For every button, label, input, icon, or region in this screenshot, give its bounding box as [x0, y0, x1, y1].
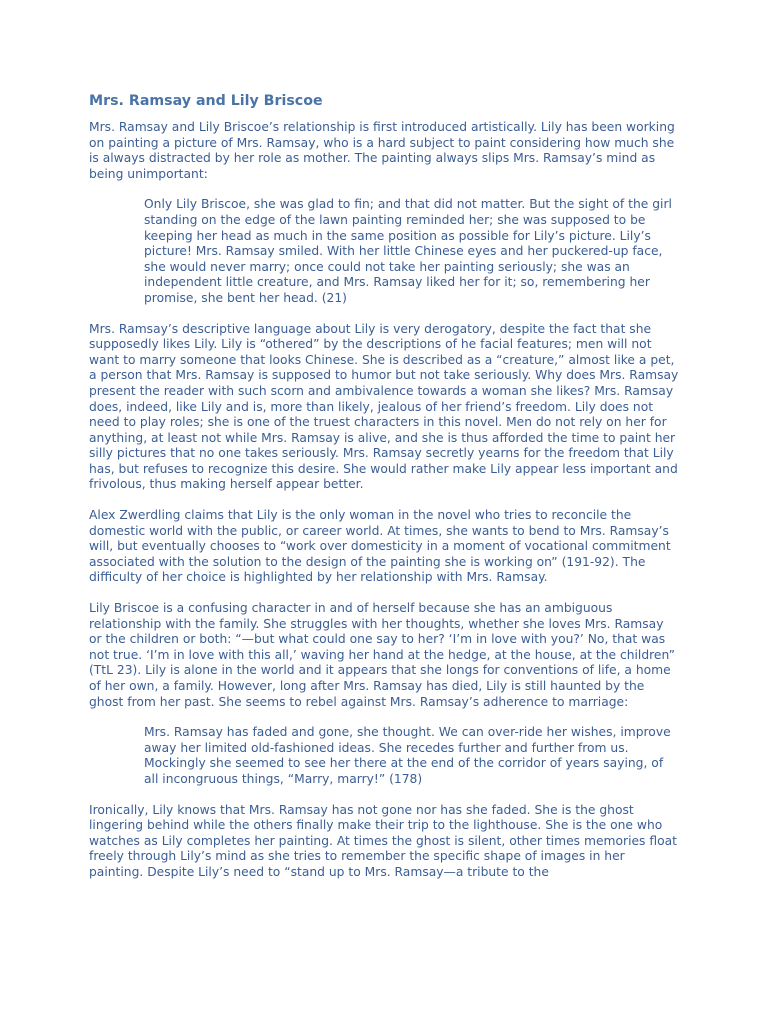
document-body — [89, 92, 679, 896]
paragraph-derogatory-language: Mrs. Ramsay’s descriptive language about Lily is very derogatory, despite the fact that she supposedly likes Lily. Lily is “othered” by the descriptions of he facial features; men will not want to marry someone that looks Chinese. She is described as a “creature,” almost like a pet, a person that Mrs. Ramsay is supposed to humor but not take seriously. Why does Mrs. Ramsay present the reader with such scorn and ambivalence towards a woman she likes? Mrs. Ramsay does, indeed, like Lily and is, more than likely, jealous of her friend’s freedom. Lily does not need to play roles; she is one of the truest characters in this novel. Men do not rely on her for anything, at least not while Mrs. Ramsay is alive, and she is thus afforded the time to paint her silly pictures that no one takes seriously. Mrs. Ramsay secretly yearns for the freedom that Lily has, but refuses to recognize this desire. She would rather make Lily appear less important and frivolous, thus making herself appear better. — [89, 321, 679, 492]
paragraph-zwerdling: Alex Zwerdling claims that Lily is the only woman in the novel who tries to reconcile the domestic world with the public, or career world. At times, she wants to bend to Mrs. Ramsay’s will, but eventually chooses to “work over domesticity in a moment of vocational commitment associated with the solution to the design of the painting she is working on” (191-92). The difficulty of her choice is highlighted by her relationship with Mrs. Ramsay. — [89, 508, 671, 585]
paragraph-ghost: Ironically, Lily knows that Mrs. Ramsay has not gone nor has she faded. She is the ghost lingering behind while the others finally make their trip to the lighthouse. She is the one who watches as Lily completes her painting. At times the ghost is silent, other times memories float freely through Lily’s mind as she tries to remember the specific shape of images in her painting. Despite Lily’s need to “stand up to Mrs. Ramsay—a tribute to the — [89, 802, 677, 879]
section-heading: Mrs. Ramsay and Lily Briscoe — [89, 93, 323, 109]
block-quote-lily-picture: Only Lily Briscoe, she was glad to fin; and that did not matter. But the sight of the girl standing on the edge of the lawn painting reminded her; she was supposed to be keeping her head as much in the same position as possible for Lily’s picture. Lily’s picture! Mrs. Ramsay smiled. With her little Chinese eyes and her puckered-up face, she would never marry; once could not take her painting seriously; she was an independent little creature, and Mrs. Ramsay liked her for it; so, remembering her promise, she bent her head. (21) — [144, 197, 672, 305]
paragraph-confusing-character: Lily Briscoe is a confusing character in and of herself because she has an ambiguous relationship with the family. She struggles with her thoughts, whether she loves Mrs. Ramsay or the children or both: “—but what could one say to her? ‘I’m in love with you?’ No, that was not true. ‘I’m in love with this all,’ waving her hand at the hedge, at the house, at the children” (TtL 23). Lily is alone in the world and it appears that she longs for conventions of life, a home of her own, a family. However, long after Mrs. Ramsay has died, Lily is still haunted by the ghost from her past. She seems to rebel against Mrs. Ramsay’s adherence to marriage: — [89, 601, 675, 709]
block-quote-marry: Mrs. Ramsay has faded and gone, she thought. We can over-ride her wishes, improve away her limited old-fashioned ideas. She recedes further and further from us. Mockingly she seemed to see her there at the end of the corridor of years saying, of all incongruous things, “Marry, marry!” (178) — [144, 725, 671, 786]
paragraph-intro: Mrs. Ramsay and Lily Briscoe’s relationship is first introduced artistically. Lily has been working on painting a picture of Mrs. Ramsay, who is a hard subject to paint considering how much she is always distracted by her role as mother. The painting always slips Mrs. Ramsay’s mind as being unimportant: — [89, 120, 675, 181]
